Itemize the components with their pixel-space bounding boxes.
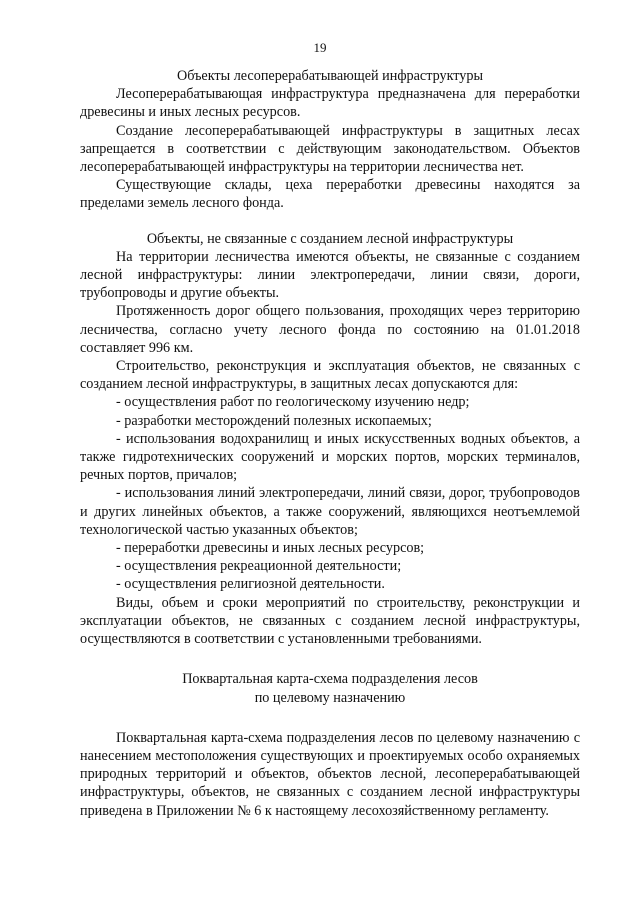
paragraph: На территории лесничества имеются объекты, не связанные с созданием лесной инфраструктуры: линии электропередачи, линии связи, дороги, трубопроводы и другие объекты. <box>80 248 580 302</box>
list-item: - осуществления работ по геологическому изучению недр; <box>116 394 470 411</box>
paragraph: Создание лесоперерабатывающей инфраструктуры в защитных лесах запрещается в соответствии с действующим законодательством. Объектов лесоперерабатывающей инфраструктуры на территории лесничества нет. <box>80 122 580 176</box>
list-item: - разработки месторождений полезных ископаемых; <box>116 412 432 429</box>
document-body <box>80 67 580 820</box>
list-item: - осуществления рекреационной деятельности; <box>116 558 402 575</box>
paragraph: Виды, объем и сроки мероприятий по строительству, реконструкции и эксплуатации объектов, не связанных с созданием лесной инфраструктуры, осуществляются в соответствии с установленными требованиями. <box>80 594 580 648</box>
section-title-map-line-1: Поквартальная карта-схема подразделения лесов <box>182 671 478 688</box>
paragraph: Существующие склады, цеха переработки древесины находятся за пределами земель лесного фонда. <box>80 177 580 212</box>
paragraph: Лесоперерабатывающая инфраструктура предназначена для переработки древесины и иных лесных ресурсов. <box>80 86 580 121</box>
list-item: - осуществления религиозной деятельности. <box>116 576 385 593</box>
list-item: - использования водохранилищ и иных искусственных водных объектов, а также гидротехнических сооружений и морских портов, морских терминалов, речных портов, причалов; <box>80 430 580 484</box>
paragraph: Протяженность дорог общего пользования, проходящих через территорию лесничества, согласно учету лесного фонда по состоянию на 01.01.2018 составляет 996 км. <box>80 303 580 356</box>
paragraph: Поквартальная карта-схема подразделения лесов по целевому назначению с нанесением местоположения существующих и проектируемых особо охраняемых природных территорий и объектов, объектов лесной, лесоперерабатывающей инфраструктуры, объектов, не связанных с созданием лесной инфраструктуры приведена в Приложении № 6 к настоящему лесохозяйственному регламенту. <box>80 729 580 819</box>
list-item: - использования линий электропередачи, линий связи, дорог, трубопроводов и других линейных объектов, а также сооружений, являющихся неотъемлемой технологической частью указанных объектов; <box>80 485 580 538</box>
paragraph: Строительство, реконструкция и эксплуатация объектов, не связанных с созданием лесной инфраструктуры, в защитных лесах допускаются для: <box>80 358 580 393</box>
spacer <box>80 707 580 729</box>
spacer <box>80 648 580 670</box>
page-number: 19 <box>313 40 327 55</box>
section-title-non-forest-objects: Объекты, не связанные с созданием лесной инфраструктуры <box>146 230 514 247</box>
section-title-processing-infrastructure: Объекты лесоперерабатывающей инфраструктуры <box>176 68 484 84</box>
section-title-map-line-2: по целевому назначению <box>254 689 406 706</box>
list-item: - переработки древесины и иных лесных ресурсов; <box>116 540 425 557</box>
spacer <box>80 213 580 230</box>
